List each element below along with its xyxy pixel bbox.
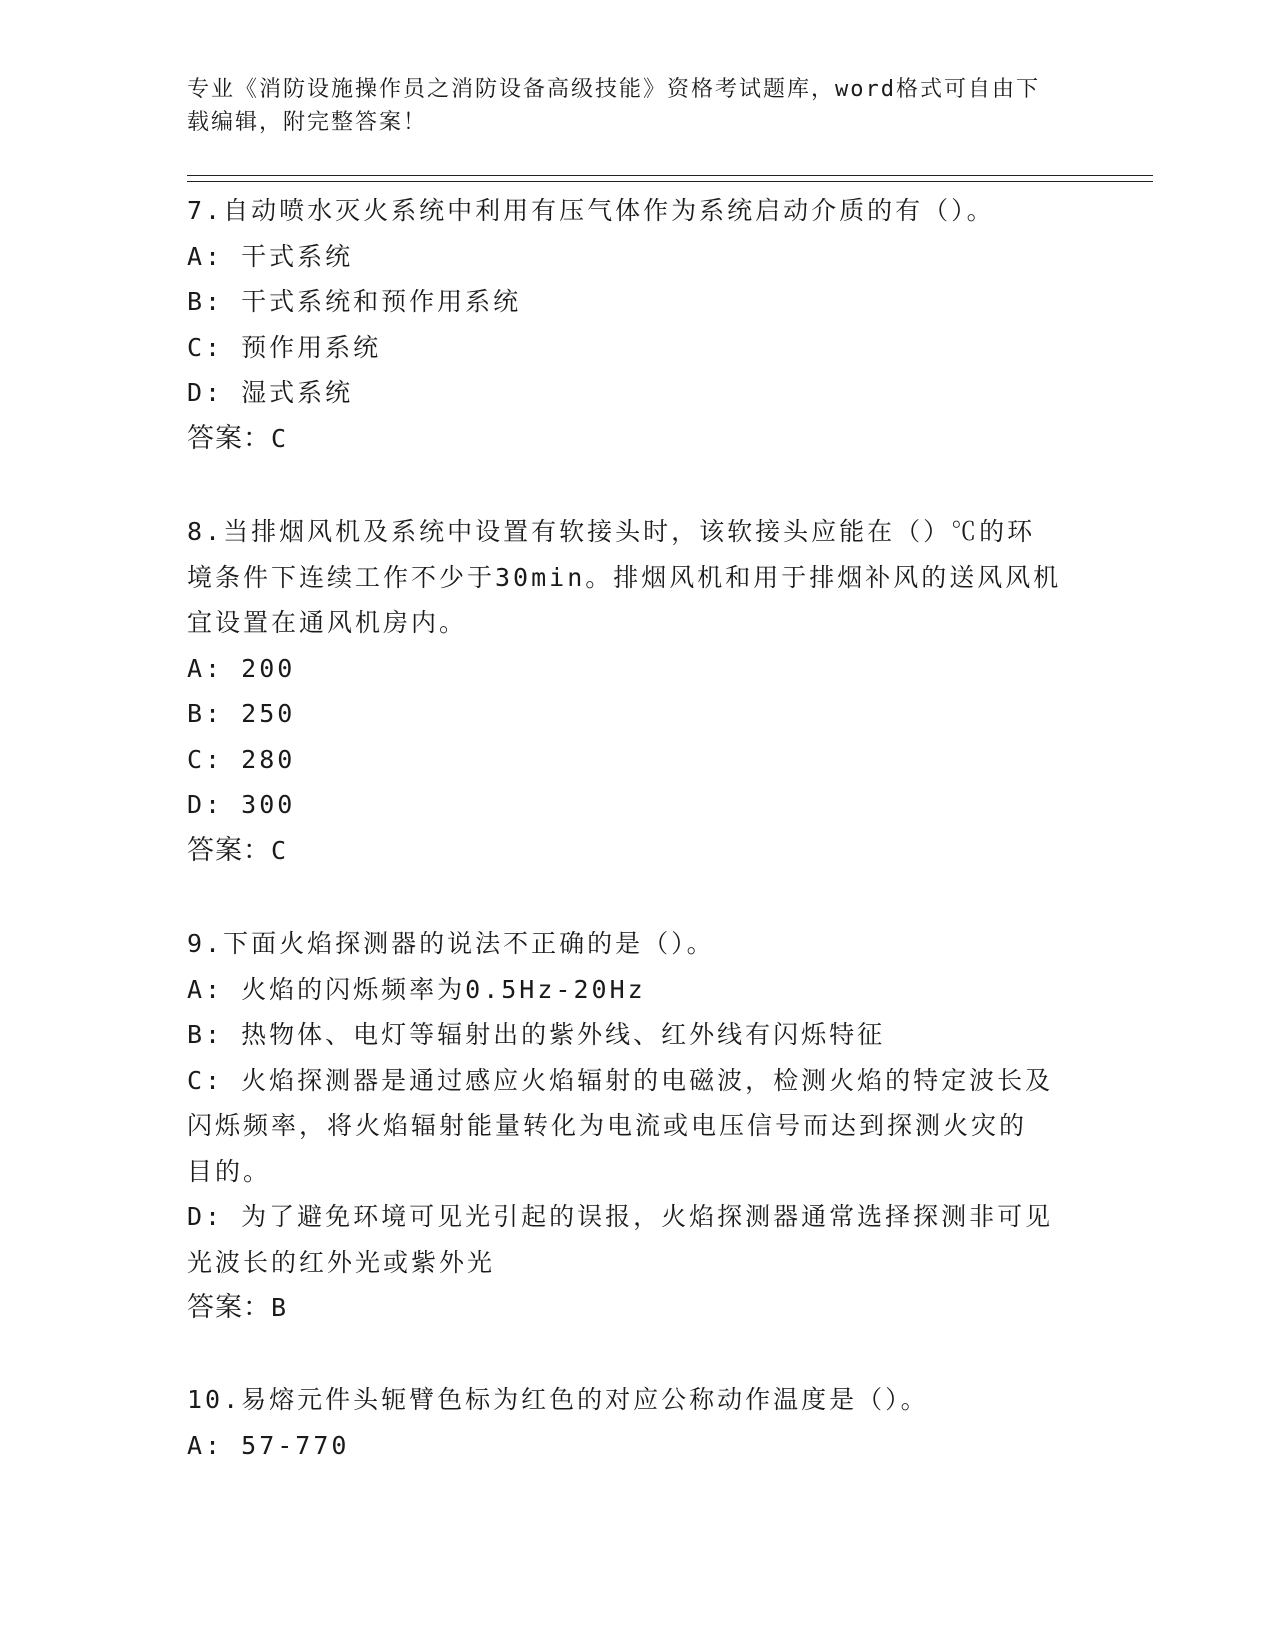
answer-line [187,1285,1087,1331]
option-b: B: 干式系统和预作用系统 [187,287,522,316]
header-line-1: 专业《消防设施操作员之消防设备高级技能》资格考试题库，word格式可自由下 [187,77,1040,102]
question-10 [187,1377,1087,1468]
question-text: 10.易熔元件头轭臂色标为红色的对应公称动作温度是（）。 [187,1385,929,1414]
question-text-line-1: 8.当排烟风机及系统中设置有软接头时，该软接头应能在（）℃的环 [187,517,1036,546]
header-divider-bottom [187,181,1153,182]
option-b: B: 250 [187,699,296,728]
option-a: A: 火焰的闪烁频率为0.5Hz-20Hz [187,974,646,1004]
answer-label: 答案： [187,834,271,866]
option-a: A: 57-770 [187,1430,350,1460]
question-text: 9.下面火焰探测器的说法不正确的是（）。 [187,929,715,958]
question-8 [187,509,1087,874]
option-c-line-1: C: 火焰探测器是通过感应火焰辐射的电磁波，检测火焰的特定波长及 [187,1065,1054,1095]
question-text-line-3: 宜设置在通风机房内。 [187,608,468,637]
answer-value: B [271,1293,288,1322]
answer-label: 答案： [187,1292,271,1323]
answer-line [187,416,1087,462]
option-a: A: 200 [187,653,296,683]
option-d-line-1: D: 为了避免环境可见光引起的误报，火焰探测器通常选择探测非可见 [187,1202,1054,1231]
header-divider-top [187,175,1153,176]
question-text-line-2: 境条件下连续工作不少于30min。排烟风机和用于排烟补风的送风风机 [187,562,1062,592]
question-7 [187,188,1087,462]
option-a: A: 干式系统 [187,241,354,271]
option-d-line-2: 光波长的红外光或紫外光 [187,1247,496,1277]
header-line-2: 载编辑，附完整答案！ [187,110,428,135]
option-c: C: 预作用系统 [187,332,382,362]
answer-line [187,828,1087,874]
option-d: D: 300 [187,790,296,819]
question-9 [187,921,1087,1331]
answer-label: 答案： [187,422,271,454]
option-b: B: 热物体、电灯等辐射出的紫外线、红外线有闪烁特征 [187,1020,886,1049]
option-c-line-2: 闪烁频率，将火焰辐射能量转化为电流或电压信号而达到探测火灾的 [187,1111,1028,1140]
option-c: C: 280 [187,744,296,774]
option-c-line-3: 目的。 [187,1156,272,1186]
document-header [187,73,1087,139]
question-text: 7.自动喷水灭火系统中利用有压气体作为系统启动介质的有（）。 [187,196,995,225]
option-d: D: 湿式系统 [187,378,354,407]
answer-value: C [271,423,288,453]
answer-value: C [271,835,288,865]
